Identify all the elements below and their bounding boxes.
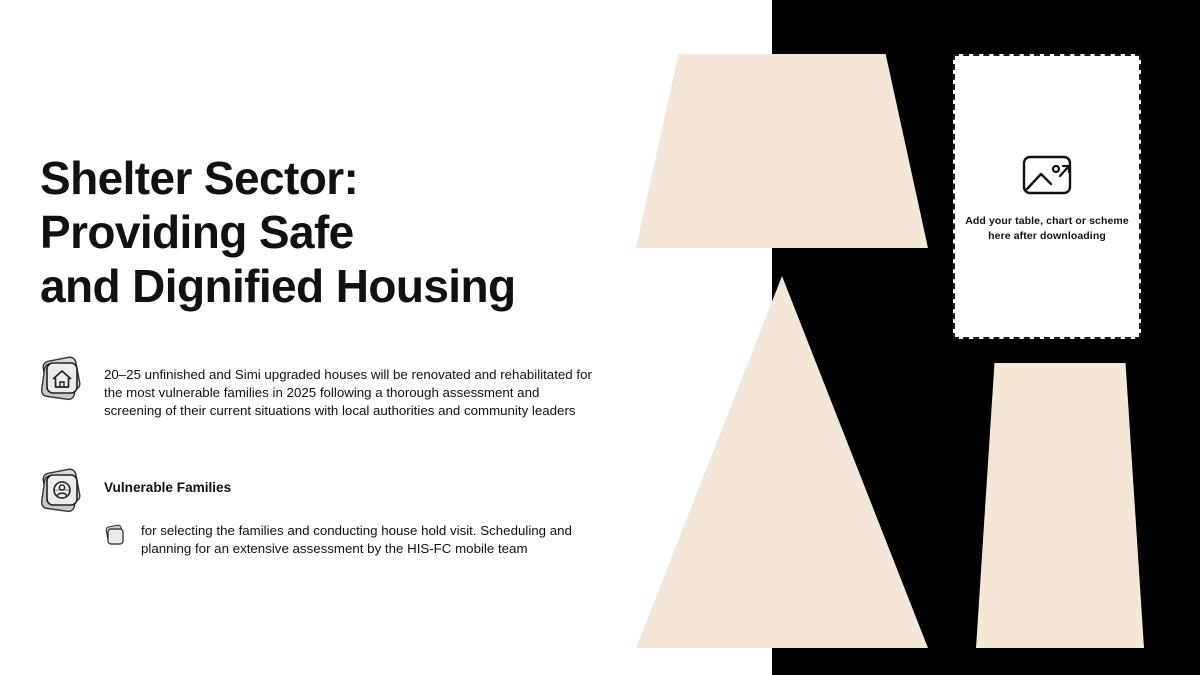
bullet-item-3 bbox=[103, 522, 603, 558]
bullet-item-1 bbox=[36, 356, 596, 420]
placeholder-label: Add your table, chart or scheme here after downloading bbox=[965, 215, 1129, 242]
title-line-3: and Dignified Housing bbox=[40, 259, 516, 312]
decorative-trapezoid-top bbox=[636, 54, 928, 248]
title-line-2: Providing Safe bbox=[40, 205, 354, 258]
people-badge-icon bbox=[36, 468, 88, 516]
title-line-1: Shelter Sector: bbox=[40, 152, 359, 204]
bullet-heading-2: Vulnerable Families bbox=[104, 480, 232, 495]
bullet-text-3: for selecting the families and conducting house hold visit. Scheduling and planning for an extensive assessment by the HIS-FC mobile team bbox=[141, 523, 572, 557]
decorative-trapezoid-right bbox=[976, 363, 1144, 648]
bullet-text-1: 20–25 unfinished and Simi upgraded houses will be renovated and rehabilitated for the most vulnerable families in 2025 following a thorough assessment and screening of their current situations with local authorities and community leaders bbox=[104, 367, 592, 419]
page-title bbox=[40, 152, 640, 313]
bullet-item-2 bbox=[36, 468, 596, 516]
house-badge-icon bbox=[36, 356, 88, 404]
image-placeholder-icon bbox=[1020, 150, 1074, 200]
square-bullet-icon bbox=[103, 524, 129, 548]
content-placeholder-card[interactable] bbox=[953, 54, 1141, 339]
